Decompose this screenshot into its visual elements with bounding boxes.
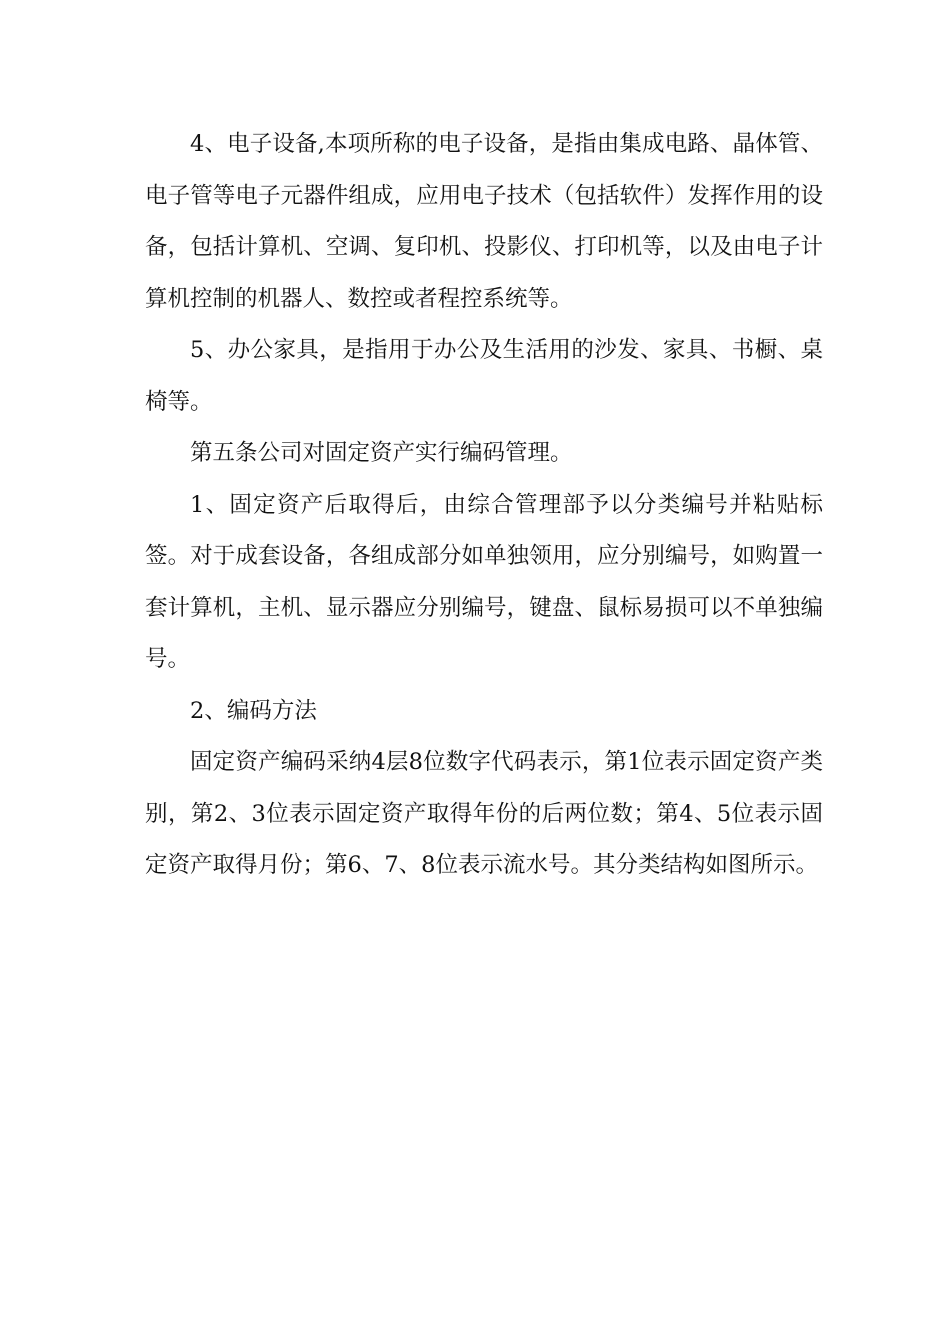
paragraph-electronic-equipment: 4、电子设备,本项所称的电子设备，是指由集成电路、晶体管、电子管等电子元器件组成，应用电子技术（包括软件）发挥作用的设备，包括计算机、空调、复印机、投影仪、打印机等，以及由电子计算机控制的机器人、数控或者程控系统等。 (145, 131, 823, 312)
document-body (145, 119, 823, 892)
paragraph-coding-structure: 固定资产编码采纳4层8位数字代码表示，第1位表示固定资产类别，第2、3位表示固定资产取得年份的后两位数；第4、5位表示固定资产取得月份；第6、7、8位表示流水号。其分类结构如图所示。 (145, 749, 823, 878)
paragraph-numbering-labels: 1、固定资产后取得后，由综合管理部予以分类编号并粘贴标签。对于成套设备，各组成部分如单独领用，应分别编号，如购置一套计算机，主机、显示器应分别编号，键盘、鼠标易损可以不单独编号。 (145, 491, 823, 672)
paragraph-coding-method-heading: 2、编码方法 (190, 697, 317, 724)
paragraph-article-five: 第五条公司对固定资产实行编码管理。 (190, 440, 573, 466)
paragraph-office-furniture: 5、办公家具，是指用于办公及生活用的沙发、家具、书橱、桌椅等。 (145, 337, 823, 415)
